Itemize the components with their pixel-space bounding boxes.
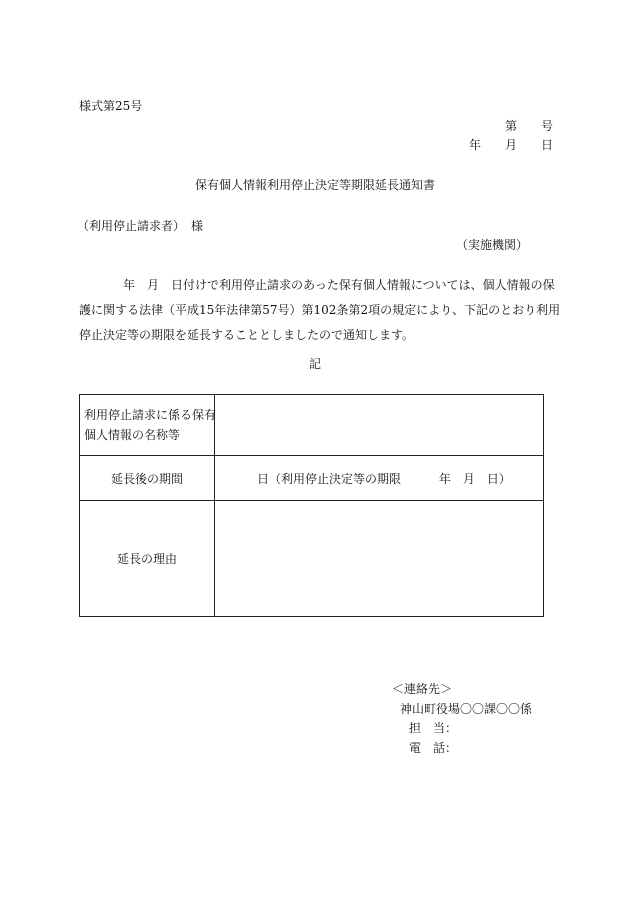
row-label-reason: 延長の理由 xyxy=(80,501,215,617)
extended-period-deadline: 年 月 日） xyxy=(438,471,511,486)
issue-date: 年 月 日 xyxy=(469,138,554,152)
notice-table xyxy=(79,394,544,617)
extended-period-days: 日（利用停止決定等の期限 xyxy=(257,471,402,486)
body-line-2: 護に関する法律（平成15年法律第57号）第102条第2項の規定により、下記のとおり利用 xyxy=(79,303,561,317)
contact-person: 担 当： xyxy=(409,721,458,735)
addressee: （利用停止請求者） 様 xyxy=(77,219,204,233)
contact-heading: ＜連絡先＞ xyxy=(392,682,453,696)
table-row xyxy=(80,395,544,456)
ki-heading: 記 xyxy=(308,357,321,371)
row-value-extended-period xyxy=(215,456,544,501)
form-number: 様式第25号 xyxy=(79,99,143,113)
document-title: 保有個人情報利用停止決定等期限延長通知書 xyxy=(194,178,435,192)
row-value-info-name xyxy=(215,395,544,456)
row-label-extended-period: 延長後の期間 xyxy=(80,456,215,501)
issuer: （実施機関） xyxy=(456,238,529,252)
body-line-3: 停止決定等の期限を延長することとしましたので通知します。 xyxy=(79,328,415,342)
reference-number: 第 号 xyxy=(505,119,554,133)
table-row xyxy=(80,501,544,617)
body-line-1: 年 月 日付けで利用停止請求のあった保有個人情報については、個人情報の保 xyxy=(123,278,555,292)
notice-body xyxy=(79,273,561,348)
row-value-reason xyxy=(215,501,544,617)
table-row xyxy=(80,456,544,501)
contact-office: 神山町役場〇〇課〇〇係 xyxy=(400,702,533,716)
contact-phone: 電 話： xyxy=(409,741,458,755)
row-label-info-name xyxy=(80,395,215,456)
row-label-info-name-line2: 個人情報の名称等 xyxy=(84,428,181,442)
row-label-info-name-line1: 利用停止請求に係る保有 xyxy=(84,408,217,422)
